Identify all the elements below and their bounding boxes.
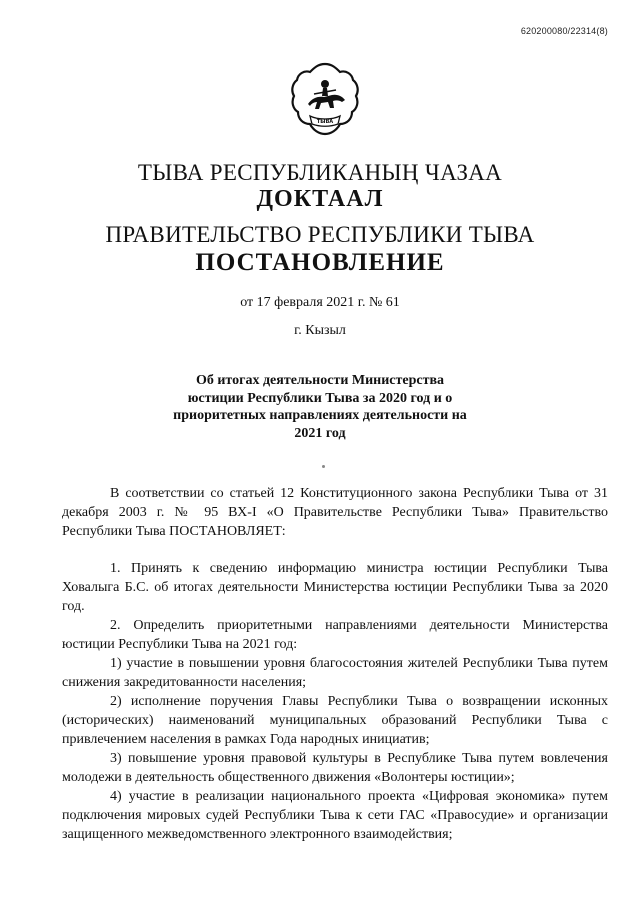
document-subject: Об итогах деятельности Министерства юстиции Республики Тыва за 2020 год и о приоритетных направлениях деятельности на 2021 год: [173, 373, 467, 441]
tyva-government-title: ТЫВА РЕСПУБЛИКАНЫҢ ЧАЗАА: [137, 160, 503, 185]
clause-1: 1. Принять к сведению информацию министра юстиции Республики Тыва Ховалыга Б.С. об итогах деятельности Министерства юстиции Республики Тыва за 2020 год.: [62, 561, 608, 614]
document-number: 620200080/22314(8): [520, 26, 608, 36]
document-body: [62, 484, 608, 844]
preamble-paragraph: В соответствии со статьей 12 Конституционного закона Республики Тыва от 31 декабря 2003 г. № 95 ВХ-I «О Правительстве Республики Тыва» Правительство Республики Тыва ПОСТАНОВЛЯЕТ:: [62, 486, 608, 539]
tyva-document-type: ДОКТААЛ: [256, 186, 384, 212]
government-title: ПРАВИТЕЛЬСТВО РЕСПУБЛИКИ ТЫВА: [105, 222, 535, 247]
svg-text:ТЫВА: ТЫВА: [316, 119, 334, 125]
tyva-coat-of-arms-icon: [290, 60, 360, 142]
clause-2-item-3: 3) повышение уровня правовой культуры в Республике Тыва путем вовлечения молодежи в деятельность общественного движения «Волонтеры юстиции»;: [62, 751, 608, 785]
clause-2-item-1: 1) участие в повышении уровня благосостояния жителей Республики Тыва путем снижения закредитованности населения;: [62, 656, 608, 690]
clause-2: 2. Определить приоритетными направлениями деятельности Министерства юстиции Республики Тыва на 2021 год:: [62, 618, 608, 652]
clause-2-item-2: 2) исполнение поручения Главы Республики Тыва о возвращении исконных (исторических) наименований муниципальных образований Республики Тыва с привлечением населения в рамках Года народных инициатив;: [62, 694, 608, 747]
document-city: г. Кызыл: [294, 323, 346, 338]
clause-2-item-4: 4) участие в реализации национального проекта «Цифровая экономика» путем подключения мировых судей Республики Тыва к сети ГАС «Правосудие» и организации защищенного межведомственного электронного взаимодействия;: [62, 789, 608, 842]
document-type: ПОСТАНОВЛЕНИЕ: [195, 249, 445, 276]
scan-dot: [322, 465, 325, 468]
document-date: от 17 февраля 2021 г. № 61: [240, 295, 400, 310]
